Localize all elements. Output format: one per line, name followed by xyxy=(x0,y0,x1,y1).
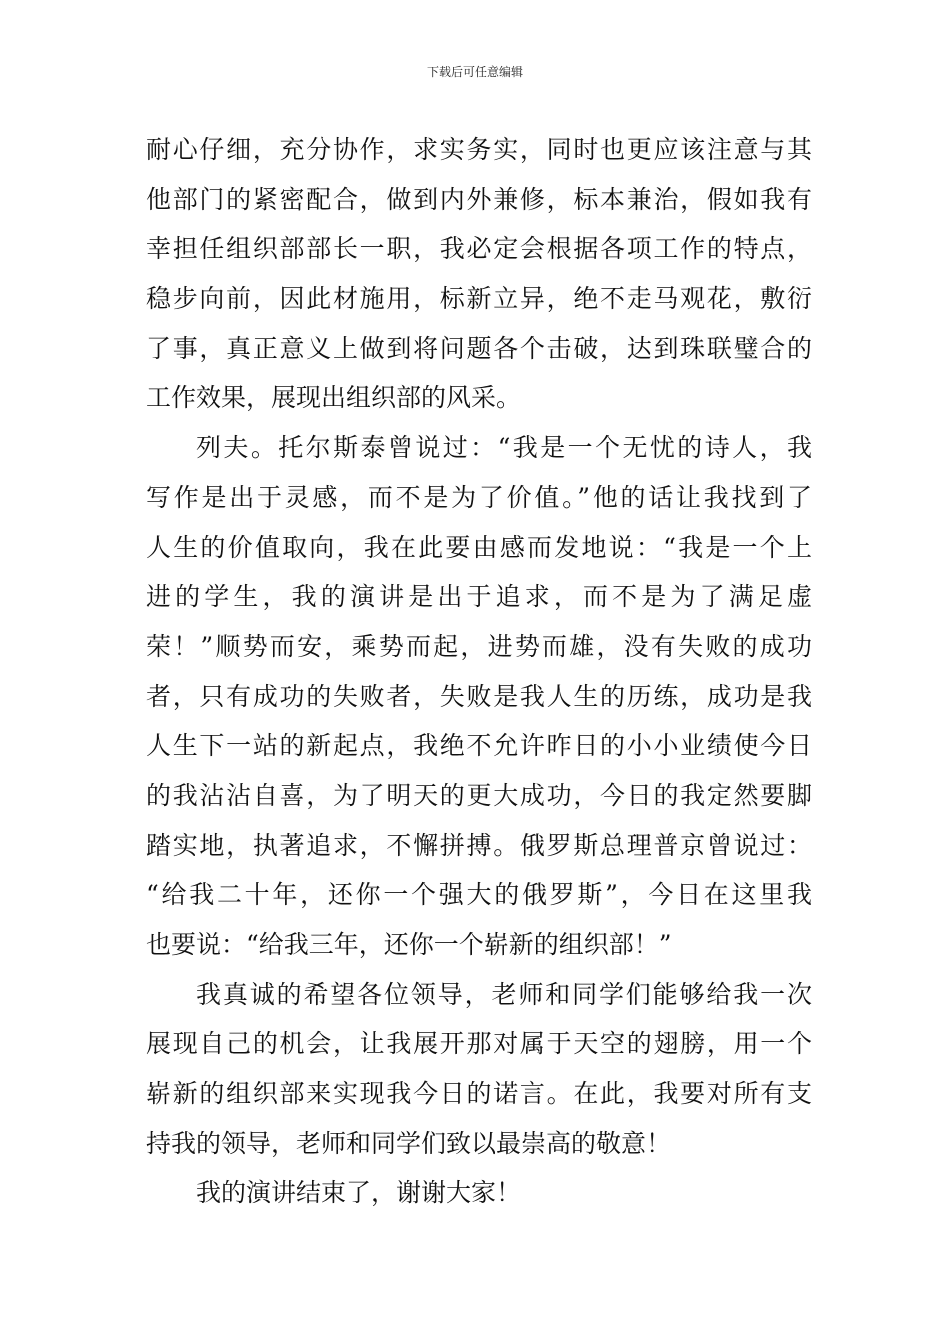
text-line: 写作是出于灵感，而不是为了价值。”他的话让我找到了 xyxy=(146,482,812,512)
text-line: 进的学生，我的演讲是出于追求，而不是为了满足虚 xyxy=(146,582,812,612)
text-line: 踏实地，执著追求，不懈拼搏。俄罗斯总理普京曾说过： xyxy=(146,830,812,860)
text-line: 者，只有成功的失败者，失败是我人生的历练，成功是我 xyxy=(146,681,812,711)
text-line: 他部门的紧密配合，做到内外兼修，标本兼治，假如我有 xyxy=(146,184,812,214)
text-line: 荣！”顺势而安，乘势而起，进势而雄，没有失败的成功 xyxy=(146,631,812,661)
text-line: 人生的价值取向，我在此要由感而发地说：“我是一个上 xyxy=(146,532,812,562)
text-line: 的我沾沾自喜，为了明天的更大成功，今日的我定然要脚 xyxy=(146,780,812,810)
text-line: “给我二十年，还你一个强大的俄罗斯”，今日在这里我 xyxy=(146,880,812,910)
text-line: 人生下一站的新起点，我绝不允许昨日的小小业绩使今日 xyxy=(146,731,812,761)
page-header: 下载后可任意编辑 xyxy=(426,65,523,79)
paragraph-start-line: 列夫。托尔斯泰曾说过：“我是一个无忧的诗人，我 xyxy=(196,433,812,463)
text-line: 稳步向前，因此材施用，标新立异，绝不走马观花，敷衍 xyxy=(146,284,812,314)
text-line: 持我的领导，老师和同学们致以最崇高的敬意！ xyxy=(146,1128,672,1158)
paragraph-start-line: 我真诚的希望各位领导，老师和同学们能够给我一次 xyxy=(196,979,812,1009)
text-line: 工作效果，展现出组织部的风采。 xyxy=(146,383,522,413)
text-line: 耐心仔细，充分协作，求实务实，同时也更应该注意与其 xyxy=(146,135,812,164)
text-line: 展现自己的机会，让我展开那对属于天空的翅膀，用一个 xyxy=(146,1029,812,1059)
text-line: 也要说：“给我三年，还你一个崭新的组织部！” xyxy=(146,930,672,959)
body-text xyxy=(146,125,812,1218)
paragraph-start-line: 我的演讲结束了，谢谢大家！ xyxy=(196,1178,522,1208)
text-line: 崭新的组织部来实现我今日的诺言。在此，我要对所有支 xyxy=(146,1079,812,1109)
text-line: 幸担任组织部部长一职，我必定会根据各项工作的特点， xyxy=(146,234,812,264)
text-line: 了事，真正意义上做到将问题各个击破，达到珠联璧合的 xyxy=(146,333,812,363)
